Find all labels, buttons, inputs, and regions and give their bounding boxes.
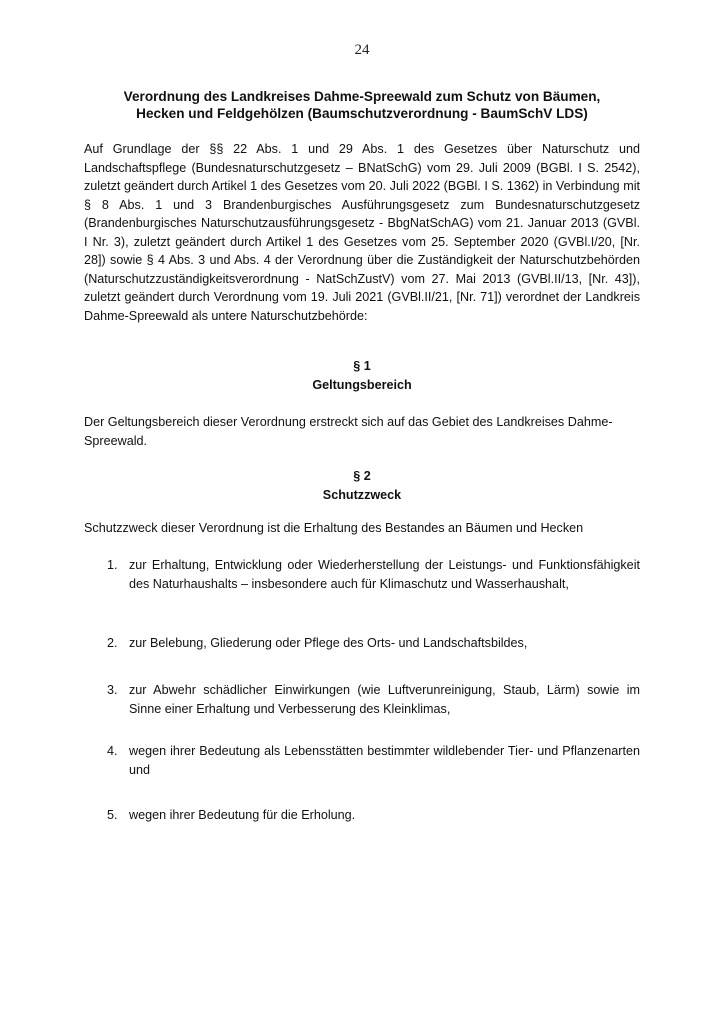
title-line-2: Hecken und Feldgehölzen (Baumschutzverordnung - BaumSchV LDS) [136, 106, 588, 121]
section-1-title: Geltungsbereich [312, 378, 412, 392]
list-item [107, 742, 640, 779]
preamble-paragraph: Auf Grundlage der §§ 22 Abs. 1 und 29 Abs. 1 des Gesetzes über Naturschutz und Landschaftspflege (Bundesnaturschutzgesetz – BNatSchG) vom 29. Juli 2009 (BGBl. I S. 2542), zuletzt geändert durch Artikel 1 des Gesetzes vom 20. Juli 2022 (BGBl. I S. 1362) in Verbindung mit § 8 Abs. 1 und 3 Brandenburgisches Ausführungsgesetz zum Bundesnaturschutzgesetz (Brandenburgisches Naturschutzausführungsgesetz - BbgNatSchAG) vom 21. Januar 2013 (GVBl. I Nr. 3), zuletzt geändert durch Artikel 1 des Gesetzes vom 25. September 2020 (GVBl.I/20, [Nr. 28]) sowie § 4 Abs. 3 und Abs. 4 der Verordnung über die Zuständigkeit der Naturschutzbehörden (Naturschutzzuständigkeitsverordnung - NatSchZustV) vom 27. Mai 2013 (GVBl.II/13, [Nr. 43]), zuletzt geändert durch Verordnung vom 19. Juli 2021 (GVBl.II/21, [Nr. 71]) verordnet der Landkreis Dahme-Spreewald als untere Naturschutzbehörde: [84, 142, 640, 323]
section-1-heading [84, 357, 640, 395]
list-item-text: zur Belebung, Gliederung oder Pflege des Orts- und Landschaftsbildes, [129, 636, 528, 650]
list-item-number: 5. [107, 808, 118, 822]
section-2-title: Schutzzweck [322, 488, 402, 502]
section-2-heading [84, 467, 640, 505]
list-item-text: zur Abwehr schädlicher Einwirkungen (wie Luftverunreinigung, Staub, Lärm) sowie im Sinne einer Erhaltung und Verbesserung des Kleinklimas, [129, 683, 640, 716]
list-item [107, 556, 640, 593]
list-item-text: wegen ihrer Bedeutung als Lebensstätten bestimmter wildlebender Tier- und Pflanzenarten und [129, 744, 640, 777]
list-item-number: 1. [107, 558, 118, 572]
list-item [107, 681, 640, 718]
list-item [107, 806, 640, 825]
list-item-number: 2. [107, 636, 118, 650]
section-2-number: § 2 [353, 469, 371, 483]
section-2-text: Schutzzweck dieser Verordnung ist die Erhaltung des Bestandes an Bäumen und Hecken [84, 521, 584, 535]
list-item-number: 3. [107, 683, 118, 697]
document-title [84, 88, 640, 122]
list-item-text: zur Erhaltung, Entwicklung oder Wiederherstellung der Leistungs- und Funktionsfähigkeit des Naturhaushalts – insbesondere auch für Klimaschutz und Wasserhaushalt, [129, 558, 640, 591]
section-1-number: § 1 [353, 359, 371, 373]
list-item-text: wegen ihrer Bedeutung für die Erholung. [129, 808, 356, 822]
list-item [107, 634, 640, 653]
section-1-text: Der Geltungsbereich dieser Verordnung erstreckt sich auf das Gebiet des Landkreises Dahme-Spreewald. [84, 415, 613, 448]
list-item-number: 4. [107, 744, 118, 758]
page-number: 24 [354, 42, 370, 58]
title-line-1: Verordnung des Landkreises Dahme-Spreewald zum Schutz von Bäumen, [123, 89, 601, 104]
